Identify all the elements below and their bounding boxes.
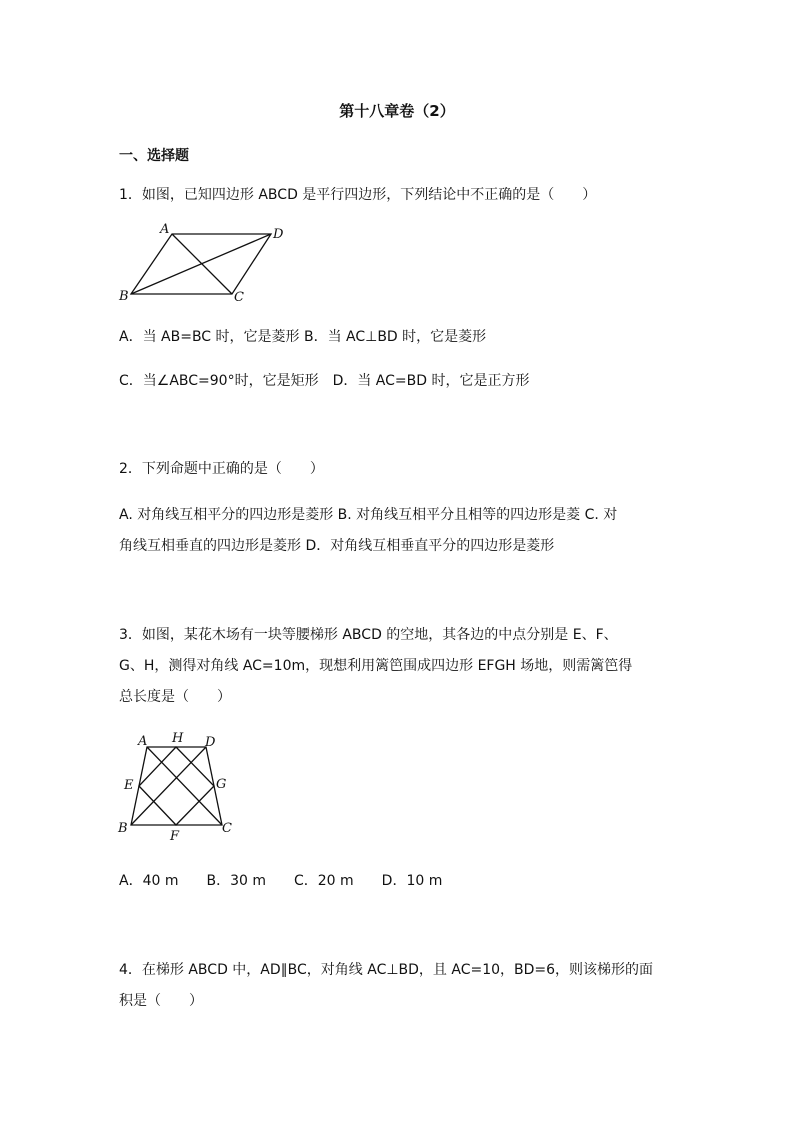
q1-diagonal-bd	[131, 234, 271, 294]
q3-diagonal-bd	[131, 747, 206, 825]
q3-stem-line2: G、H，测得对角线 AC=10m，现想利用篱笆围成四边形 EFGH 场地，则需篱笆得	[119, 658, 633, 674]
q1-options-line2: C．当∠ABC=90°时，它是矩形 D．当 AC=BD 时，它是正方形	[119, 373, 530, 389]
q2-options-line2: 角线互相垂直的四边形是菱形 D．对角线互相垂直平分的四边形是菱形	[119, 538, 555, 554]
q3-quadrilateral-efgh	[139, 747, 214, 825]
q3-label-c: C	[222, 821, 232, 836]
q1-label-d: D	[273, 227, 284, 242]
q3-stem-line1: 3．如图，某花木场有一块等腰梯形 ABCD 的空地，其各边的中点分别是 E、F、	[119, 627, 618, 643]
q1-parallelogram	[131, 234, 271, 294]
q1-stem: 1．如图，已知四边形 ABCD 是平行四边形，下列结论中不正确的是（ ）	[119, 187, 597, 203]
q4-stem-line1: 4．在梯形 ABCD 中，AD∥BC，对角线 AC⊥BD，且 AC=10，BD=6，则该梯形的面	[119, 962, 654, 978]
q1-label-b: B	[119, 289, 129, 304]
q3-label-d: D	[205, 735, 216, 750]
q3-diagonal-ac	[147, 747, 222, 825]
q2-stem: 2．下列命题中正确的是（ ）	[119, 461, 324, 477]
q1-label-c: C	[234, 290, 244, 305]
q4-stem-line2: 积是（ ）	[119, 993, 203, 1009]
page-title: 第十八章卷（2）	[339, 102, 455, 120]
q1-label-a: A	[160, 222, 170, 237]
q3-stem-line3: 总长度是（ ）	[119, 689, 231, 705]
q3-options: A．40 m B．30 m C．20 m D．10 m	[119, 873, 443, 889]
q3-label-a: A	[138, 734, 148, 749]
q3-label-g: G	[216, 777, 227, 792]
q3-label-e: E	[124, 778, 134, 793]
q3-label-h: H	[172, 731, 184, 746]
q1-diagonal-ac	[172, 234, 232, 294]
q3-label-f: F	[170, 829, 180, 844]
q1-options-line1: A．当 AB=BC 时，它是菱形 B．当 AC⊥BD 时，它是菱形	[119, 329, 487, 345]
q3-label-b: B	[118, 821, 128, 836]
q2-options-line1: A. 对角线互相平分的四边形是菱形 B. 对角线互相平分且相等的四边形是菱 C. 对	[119, 507, 618, 523]
q3-trapezoid	[131, 747, 222, 825]
section-heading: 一、选择题	[119, 148, 189, 164]
